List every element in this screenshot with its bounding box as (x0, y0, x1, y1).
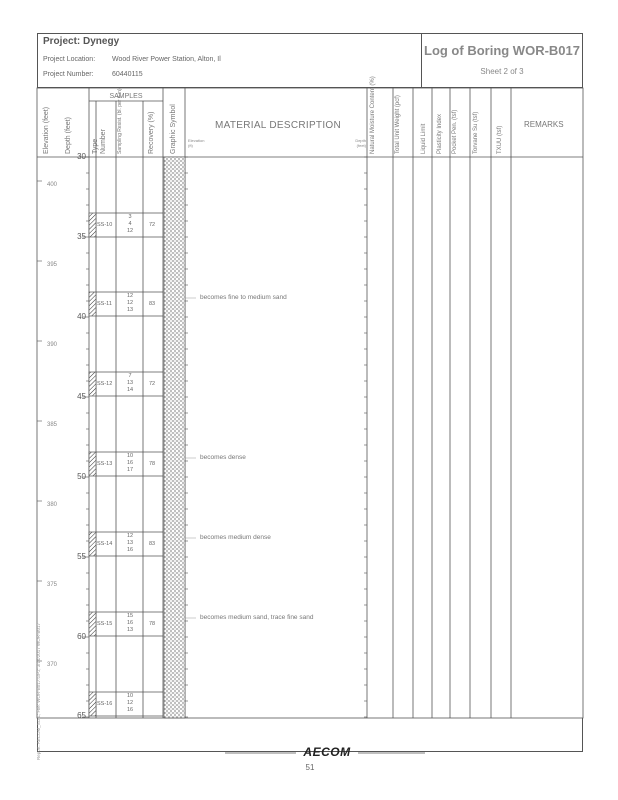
sample-blows: 12 13 16 (127, 533, 134, 553)
log-title: Log of Boring WOR-B017 (424, 43, 580, 58)
sample-blows: 7 13 14 (127, 373, 134, 393)
elevation-label: 385 (47, 422, 58, 428)
sample-id: SS-15 (97, 621, 113, 627)
sample-recovery: 72 (149, 381, 156, 387)
depth-label: 60 (77, 632, 86, 641)
col-depth: Depth (feet) (65, 117, 72, 154)
col-graphic: Graphic Symbol (170, 104, 177, 154)
side-note: Report: AECOM_SOIL; File: WOR-B017.GPJ; 3/14/2017 WOR-B017 (36, 622, 41, 760)
sample-blows: 12 12 13 (127, 293, 134, 313)
sample-blows: 10 16 17 (127, 453, 134, 473)
material-description: becomes medium sand, trace fine sand (200, 614, 314, 621)
depth-label: 40 (77, 312, 86, 321)
sample-id: SS-12 (97, 381, 113, 387)
project-title: Project: Dynegy (43, 36, 120, 47)
project-number-value: 60440115 (112, 71, 143, 78)
elevation-label: 395 (47, 262, 58, 268)
sample-id: SS-13 (97, 461, 113, 467)
depth-label: 50 (77, 472, 86, 481)
remarks-title: REMARKS (524, 120, 564, 129)
aecom-logo: AECOM (303, 745, 351, 759)
col-torvane: Torvane Su (tsf) (473, 111, 479, 154)
depth-label: 65 (77, 711, 86, 720)
material-description: becomes medium dense (200, 534, 271, 541)
col-sampling-resist: Sampling Resist. (bl. per 6 in) (117, 88, 123, 154)
col-plasticity: Plasticity Index (437, 113, 443, 154)
material-description: becomes fine to medium sand (200, 294, 287, 301)
sample-recovery: 83 (149, 541, 156, 547)
sample-blows: 3 4 12 (127, 214, 134, 234)
page-number: 51 (305, 763, 315, 772)
col-samples-group: SAMPLES (109, 93, 143, 100)
sample-recovery: 83 (149, 301, 156, 307)
material-description: becomes dense (200, 454, 246, 461)
depth-label: 35 (77, 232, 86, 241)
sample-id: SS-16 (97, 701, 113, 707)
sample-blows: 15 16 13 (127, 613, 134, 633)
sheet-number: Sheet 2 of 3 (480, 67, 524, 76)
elevation-label: 390 (47, 342, 58, 348)
col-depth-small: Depth (feet) (355, 138, 366, 148)
sample-id: SS-14 (97, 541, 113, 547)
elevation-label: 370 (47, 662, 58, 668)
project-location-label: Project Location: (43, 56, 96, 63)
col-recovery: Recovery (%) (148, 111, 155, 154)
sample-blows: 10 12 16 (127, 693, 134, 713)
col-unit-weight: Total Unit Weight (pcf) (395, 95, 401, 154)
col-txuu: TXUU (tsf) (497, 125, 503, 154)
col-number: Number (100, 129, 107, 154)
depth-label: 45 (77, 392, 86, 401)
elevation-label: 400 (47, 182, 58, 188)
sample-id: SS-10 (97, 222, 113, 228)
col-type: Type (92, 138, 99, 154)
depth-label: 55 (77, 552, 86, 561)
elevation-label: 375 (47, 582, 58, 588)
col-elevation-small: Elevation (ft) (188, 138, 205, 148)
project-location-value: Wood River Power Station, Alton, Il (112, 56, 221, 63)
project-number-label: Project Number: (43, 71, 94, 78)
col-liquid-limit: Liquid Limit (421, 123, 427, 154)
sample-recovery: 78 (149, 621, 156, 627)
depth-label: 30 (77, 152, 86, 161)
sample-recovery: 72 (149, 222, 156, 228)
material-title: MATERIAL DESCRIPTION (215, 120, 342, 131)
col-pocket-pen: Pocket Pen. (tsf) (452, 109, 458, 154)
sample-recovery: 78 (149, 461, 156, 467)
col-moisture: Natural Moisture Content (%) (370, 76, 376, 154)
elevation-label: 380 (47, 502, 58, 508)
sample-id: SS-11 (97, 301, 112, 307)
col-elevation: Elevation (feet) (43, 106, 50, 154)
